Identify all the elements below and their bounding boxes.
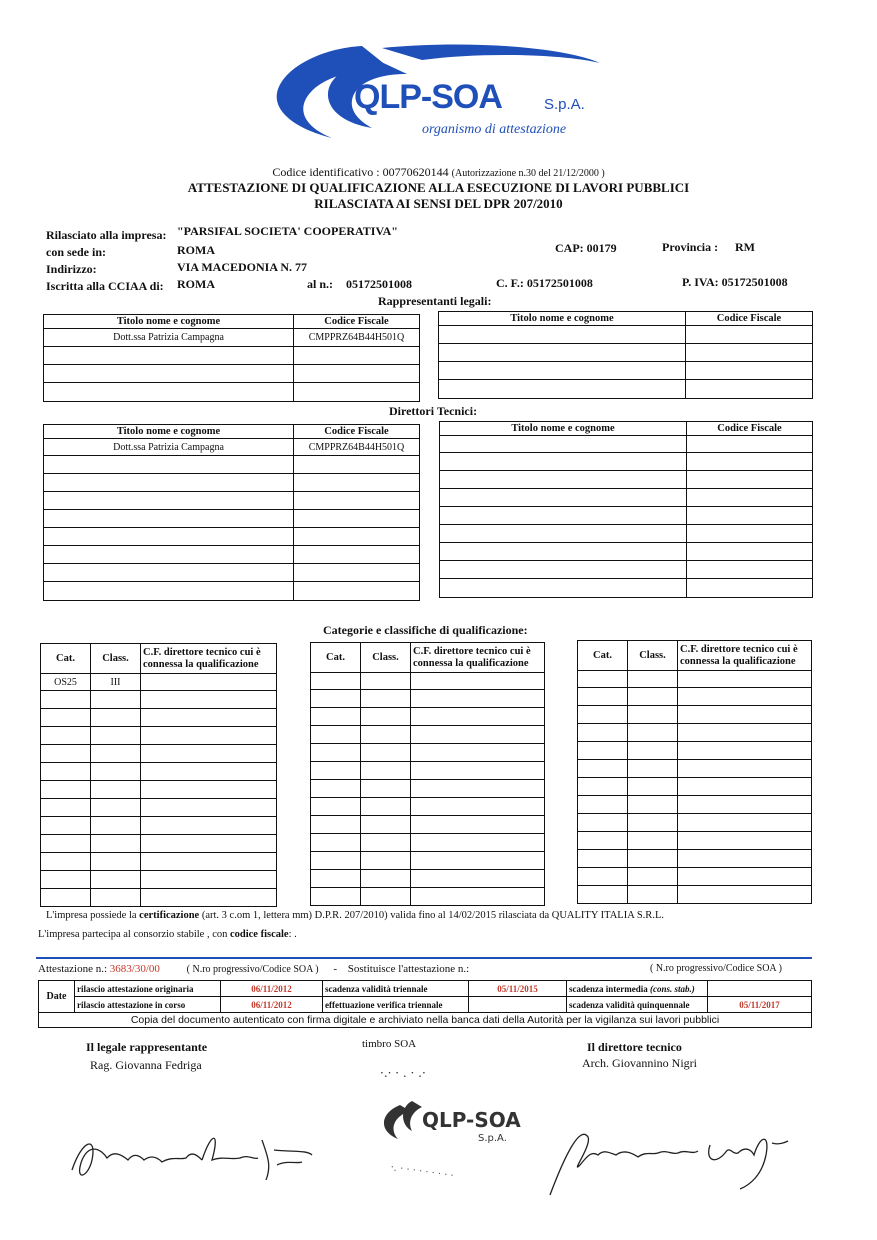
aln-value: 05172501008 [346,277,412,291]
col-cf-direttore: C.F. direttore tecnico cui è connessa la qualificazione [678,641,812,671]
svg-text:QLP-SOA: QLP-SOA [422,1108,521,1132]
rilascio-originaria-label: rilascio attestazione originaria [75,981,221,997]
logo-suffix: S.p.A. [544,96,585,113]
col-cat: Cat. [578,641,628,671]
rappresentanti-title: Rappresentanti legali: [378,294,492,308]
provincia-value: RM [735,240,755,254]
soa-stamp [360,1045,530,1195]
col-class: Class. [628,641,678,671]
rappresentanti-table-right [438,311,813,399]
scadenza-intermedia-label: scadenza intermedia (cons. stab.) [567,981,708,997]
svg-text:·. · · · · · · · · ·: ·. · · · · · · · · · [389,1162,455,1182]
document-title: ATTESTAZIONE DI QUALIFICAZIONE ALLA ESECUZIONE DI LAVORI PUBBLICI [187,180,690,195]
direttore-signature [540,1115,800,1210]
company-logo [262,38,602,148]
direttori-title: Direttori Tecnici: [389,404,478,418]
signature-icon [62,1120,332,1190]
dash: - [333,963,338,975]
certificazione-line: L'impresa possiede la certificazione (art. 3 c.om 1, lettera mm) D.P.R. 207/2010) valida fino al 14/02/2015 rilasciata da QUALITY ITALIA S.R.L. [46,910,664,921]
svg-text:S.p.A.: S.p.A. [478,1133,507,1144]
direttori-table-left [43,424,420,601]
attestazione-label: Attestazione n.: [38,963,108,975]
copia-notice: Copia del documento autenticato con firma digitale e archiviato nella banca dati della Autorità per la vigilanza sui lavori pubblici [39,1013,812,1028]
document-subtitle: RILASCIATA AI SENSI DEL DPR 207/2010 [314,196,563,211]
indirizzo-label: Indirizzo: [46,262,97,276]
rappresentanti-table-left [43,314,420,402]
col-class: Class. [361,643,411,673]
col-cf: Codice Fiscale [687,422,813,436]
col-class: Class. [91,644,141,674]
codice-fiscale: C. F.: 05172501008 [496,276,593,290]
categorie-table-3 [577,640,812,904]
sostituisce-label: Sostituisce l'attestazione n.: [347,963,470,975]
logo-tagline: organismo di attestazione [422,122,567,137]
rilascio-originaria-date: 06/11/2012 [221,981,323,997]
col-cf-direttore: C.F. direttore tecnico cui è connessa la qualificazione [411,643,545,673]
cat-value: OS25 [41,674,91,691]
nro-label-2: ( N.ro progressivo/Codice SOA ) [650,963,782,974]
categorie-table-1 [40,643,277,907]
col-name: Titolo nome e cognome [44,315,294,329]
categorie-title: Categorie e classifiche di qualificazione: [323,623,528,637]
cap: CAP: 00179 [555,241,617,255]
direttori-table-right [439,421,813,598]
cciaa-label: Iscritta alla CCIAA di: [46,279,164,293]
autorizzazione: (Autorizzazione n.30 del 21/12/2000 ) [451,168,605,179]
attestazione-separator [36,957,812,959]
direttore-name: Arch. Giovannino Nigri [582,1056,697,1070]
direttore-name: Dott.ssa Patrizia Campagna [44,439,294,456]
legale-title: Il legale rappresentante [86,1040,208,1054]
codice-identificativo [0,165,877,180]
class-value: III [91,674,141,691]
col-cf-direttore: C.F. direttore tecnico cui è connessa la qualificazione [141,644,277,674]
col-name: Titolo nome e cognome [439,312,686,326]
verifica-triennale-label: effettuazione verifica triennale [323,997,469,1013]
col-cat: Cat. [311,643,361,673]
col-cat: Cat. [41,644,91,674]
date-label: Date [39,981,75,1013]
aln-label: al n.: [307,277,334,291]
col-name: Titolo nome e cognome [440,422,687,436]
scadenza-quinquennale-date: 05/11/2017 [708,997,812,1013]
provincia-label: Provincia : [662,240,719,254]
logo-name: QLP-SOA [354,78,502,116]
consorzio-line: L'impresa partecipa al consorzio stabile , con codice fiscale: . [38,929,297,940]
impresa-name: "PARSIFAL SOCIETA' COOPERATIVA" [177,224,398,238]
sede-label: con sede in: [46,245,106,259]
rilascio-corso-label: rilascio attestazione in corso [75,997,221,1013]
indirizzo-value: VIA MACEDONIA N. 77 [177,260,308,274]
categorie-table-2 [310,642,545,906]
rilasciato-label: Rilasciato alla impresa: [46,228,167,242]
nro-label: ( N.ro progressivo/Codice SOA ) [186,964,319,975]
scadenza-triennale-date: 05/11/2015 [469,981,567,997]
legale-signature [62,1120,332,1195]
col-cf: Codice Fiscale [294,315,420,329]
codice-line: Codice identificativo : 00770620144 [272,165,449,179]
scadenza-quinquennale-label: scadenza validità quinquennale [567,997,708,1013]
col-cf: Codice Fiscale [686,312,813,326]
svg-text:·.· · . · .·: ·.· · . · .· [380,1066,426,1080]
sede-value: ROMA [177,243,215,257]
cciaa-value: ROMA [177,277,215,291]
timbro-label: timbro SOA [362,1038,417,1050]
col-cf: Codice Fiscale [294,425,420,439]
signature-icon [540,1115,800,1205]
date-table [38,980,812,1028]
rappresentante-cf: CMPPRZ64B44H501Q [294,329,420,347]
direttore-cf: CMPPRZ64B44H501Q [294,439,420,456]
direttore-title: Il direttore tecnico [587,1040,682,1054]
col-name: Titolo nome e cognome [44,425,294,439]
rappresentante-name: Dott.ssa Patrizia Campagna [44,329,294,347]
partita-iva: P. IVA: 05172501008 [682,275,788,289]
scadenza-triennale-label: scadenza validità triennale [323,981,469,997]
attestazione-line [38,963,813,975]
stamp-icon [360,1045,530,1195]
legale-name: Rag. Giovanna Fedriga [90,1058,202,1072]
attestazione-number: 3683/30/00 [109,963,160,975]
rilascio-corso-date: 06/11/2012 [221,997,323,1013]
